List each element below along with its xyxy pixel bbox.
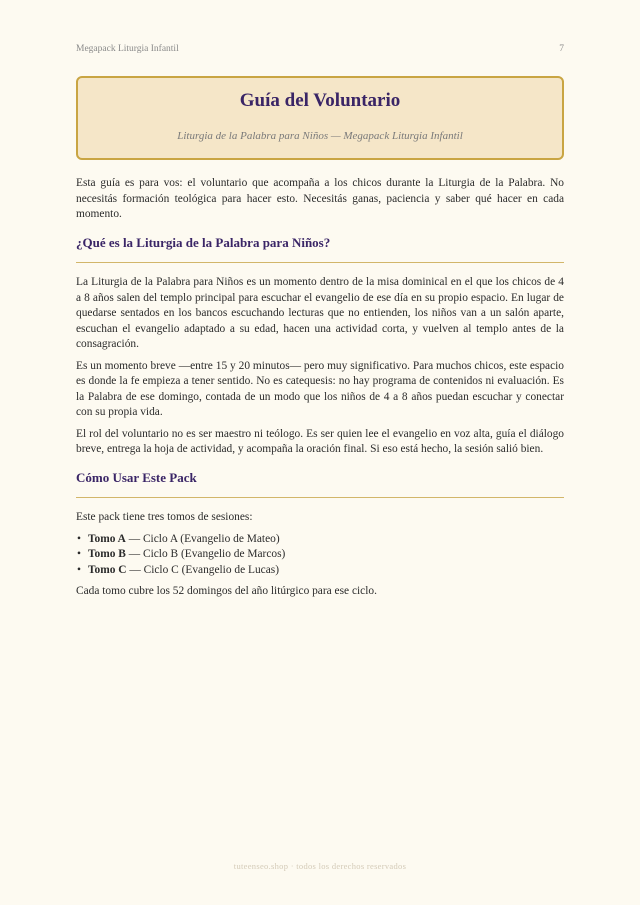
list-item-bold: Tomo C bbox=[88, 563, 127, 576]
paragraph: El rol del voluntario no es ser maestro ni teólogo. Es ser quien lee el evangelio en voz alta, guía el diálogo breve, entrega la hoja de actividad, y acompaña la oración final. Si eso está hecho, la sesión salió bien. bbox=[76, 427, 564, 455]
list-item-bold: Tomo A bbox=[88, 532, 126, 545]
list-item bbox=[88, 532, 564, 548]
paragraph: Este pack tiene tres tomos de sesiones: bbox=[76, 511, 253, 523]
section-heading-que-es: ¿Qué es la Liturgia de la Palabra para Niños? bbox=[76, 235, 564, 264]
document-subtitle: Liturgia de la Palabra para Niños — Megapack Liturgia Infantil bbox=[177, 130, 463, 142]
paragraph: La Liturgia de la Palabra para Niños es un momento dentro de la misa dominical en el que los chicos de 4 a 8 años salen del templo principal para escuchar el evangelio de ese día en su propio espacio. En lugar de quedarse sentados en los bancos escuchando lecturas que no entienden, los niños van a un salón aparte, escuchan el evangelio adaptado a su edad, hacen una actividad corta, y vuelven al templo antes de la consagración. bbox=[76, 276, 564, 350]
page-number: 7 bbox=[559, 44, 564, 54]
footer-watermark: tuteenseo.shop · todos los derechos reservados bbox=[233, 861, 407, 871]
paragraph: Cada tomo cubre los 52 domingos del año litúrgico para ese ciclo. bbox=[76, 585, 377, 597]
list-item-text: — Ciclo B (Evangelio de Marcos) bbox=[125, 548, 286, 560]
title-box bbox=[76, 76, 564, 160]
section-heading-como-usar: Cómo Usar Este Pack bbox=[76, 470, 564, 499]
tomo-list bbox=[76, 532, 564, 579]
intro-paragraph: Esta guía es para vos: el voluntario que acompaña a los chicos durante la Liturgia de la Palabra. No necesitás formación teológica para hacer esto. Necesitás ganas, paciencia y saber qué hacer en cada momento. bbox=[76, 177, 564, 220]
list-item-text: — Ciclo C (Evangelio de Lucas) bbox=[126, 563, 279, 576]
header-title: Megapack Liturgia Infantil bbox=[76, 44, 179, 54]
content bbox=[76, 176, 564, 606]
list-item-text: — Ciclo A (Evangelio de Mateo) bbox=[125, 532, 280, 545]
list-item bbox=[88, 563, 564, 579]
running-header bbox=[76, 44, 564, 54]
document-title: Guía del Voluntario bbox=[239, 90, 401, 111]
list-item bbox=[88, 547, 564, 563]
paragraph: Es un momento breve —entre 15 y 20 minutos— pero muy significativo. Para muchos chicos, este espacio es donde la fe empieza a tener sentido. No es catequesis: no hay programa de contenidos ni evaluación. Es la Palabra de ese domingo, contada de un modo que los niños de 4 a 8 años puedan escuchar y conectar con su propia vida. bbox=[76, 359, 564, 418]
list-item-bold: Tomo B bbox=[88, 548, 126, 560]
